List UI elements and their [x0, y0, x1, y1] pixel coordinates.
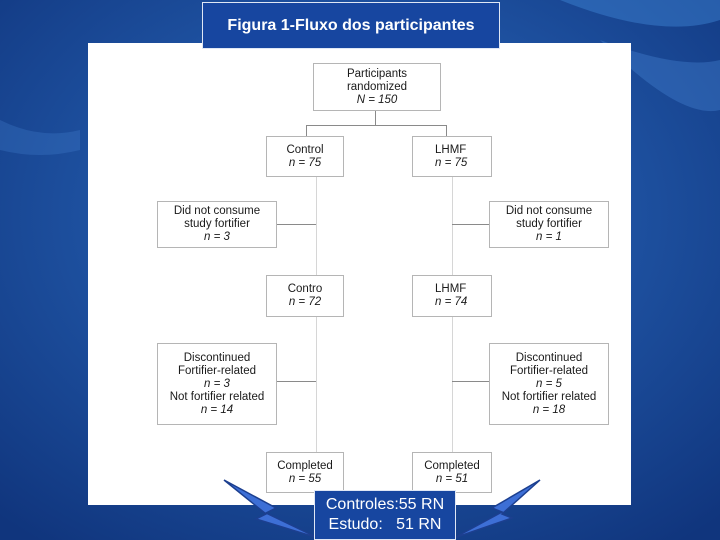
connector-line — [375, 111, 376, 125]
node-randomized: Participants randomized N = 150 — [313, 63, 441, 111]
node-lhmf-arm: LHMF n = 75 — [412, 136, 492, 177]
node-lhmf-discontinued: Discontinued Fortifier-related n = 5 Not fortifier related n = 18 — [489, 343, 609, 425]
connector-line — [316, 177, 317, 275]
slide-title: Figura 1-Fluxo dos participantes — [202, 2, 500, 49]
connector-line — [452, 381, 489, 382]
summary-callout — [314, 490, 456, 540]
connector-line — [306, 125, 307, 136]
connector-line — [277, 224, 316, 225]
node-control-continued: Contro n = 72 — [266, 275, 344, 317]
connector-line — [452, 177, 453, 275]
node-lhmf-continued: LHMF n = 74 — [412, 275, 492, 317]
connector-line — [277, 381, 316, 382]
callout-study: Estudo: 51 RN — [328, 516, 442, 533]
lightning-bolt-left-icon — [220, 478, 320, 540]
connector-line — [446, 125, 447, 136]
node-control-arm: Control n = 75 — [266, 136, 344, 177]
node-lhmf-completed: Completed n = 51 — [412, 452, 492, 493]
connector-line — [316, 317, 317, 452]
node-control-completed: Completed n = 55 — [266, 452, 344, 493]
node-control-discontinued: Discontinued Fortifier-related n = 3 Not fortifier related n = 14 — [157, 343, 277, 425]
node-control-not-consumed: Did not consume study fortifier n = 3 — [157, 201, 277, 248]
connector-line — [452, 317, 453, 452]
lightning-bolt-right-icon — [452, 478, 544, 540]
callout-controls: Controles:55 RN — [325, 496, 445, 513]
connector-line — [306, 125, 446, 126]
flowchart-panel — [88, 43, 631, 505]
connector-line — [452, 224, 489, 225]
node-lhmf-not-consumed: Did not consume study fortifier n = 1 — [489, 201, 609, 248]
